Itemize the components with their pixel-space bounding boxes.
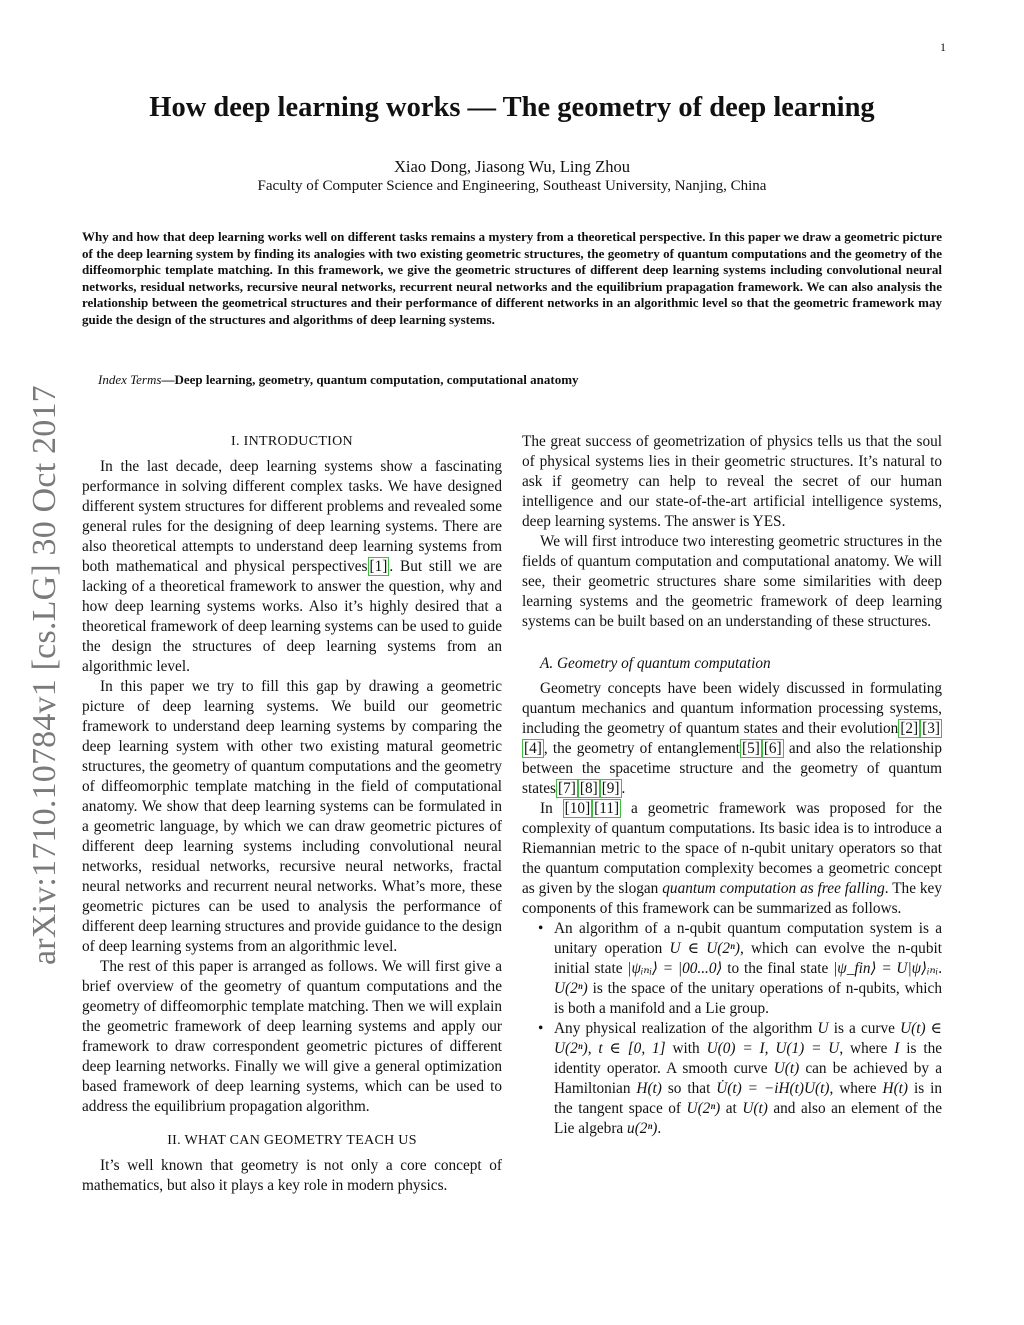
text: a geometric framework was proposed for the complexity of quantum computations. Its basic idea is to introduce a Riemannian metric to the space of n-qubit unitary operators so that the quantum computation complexity becomes a geometric concept as given by the slogan (522, 800, 942, 897)
citation-link[interactable]: [1] (369, 558, 388, 575)
math: U (817, 1020, 829, 1037)
math: U(0) = I, U(1) = U (706, 1040, 840, 1057)
text: . But still we are lacking of a theoretical framework to answer the question, why and how deep learning systems works. Also it’s highly desired that a theoretical framework of deep learning systems can be used to guide the design the structures of deep learning systems from an algorithmic level. (82, 558, 502, 675)
text: Geometry concepts have been widely discussed in formulating quantum mechanics and quantum information processing systems, including the geometry of quantum states and their evolution (522, 680, 942, 737)
text: is the identity operator. A smooth curve (554, 1040, 943, 1077)
math: |ψᵢₙᵢ⟩ = |00...0⟩ (627, 960, 723, 977)
geometry-paragraph-2: The great success of geometrization of physics tells us that the soul of physical systems lies in their geometric structures. It’s natural to ask if geometry can help to reveal the secret of our human intelligence and our state-of-the-art artificial intelligence systems, deep learning systems. The answer is YES. (522, 433, 942, 530)
math: I (894, 1040, 900, 1057)
text: . (621, 780, 626, 797)
text: In (540, 800, 563, 817)
intro-paragraph-3: The rest of this paper is arranged as follows. We will first give a brief overview of the geometry of quantum computations and the geometry of diffeomorphic template matching. Then we will explain the geometric framework of deep learning systems and apply our framework to draw correspondent geometric pictures of different deep learning networks. Finally we will give a general optimization based framework of deep learning systems, which can be used to address the equilibrium propagation algorithm. (82, 958, 502, 1115)
text: is a curve (828, 1020, 901, 1037)
section-number: I. I (231, 434, 249, 449)
abstract: Why and how that deep learning works well on different tasks remains a mystery from a theoretical perspective. In this paper we draw a geometric picture of the deep learning system by finding its analogies with two existing geometric structures, the geometry of quantum computations and the geometry of the diffeomorphic template matching. In this framework, we give the geometric structures of different deep learning systems including convolutional neural networks, residual networks, recursive neural networks, recurrent neural networks and the equilibrium prapagation framework. We can also analysis the relationship between the geometrical structures and their performance of different networks in an algorithmic level so that the geometric framework may guide the design of the structures and algorithms of deep learning systems. (82, 229, 942, 327)
affiliation: Faculty of Computer Science and Engineering, Southeast University, Nanjing, China (257, 178, 767, 194)
list-item (536, 919, 942, 1019)
math: U(t) ∈ U(2ⁿ), t ∈ [0, 1] (554, 1020, 942, 1057)
intro-paragraph-1 (82, 457, 502, 677)
math: u(2ⁿ) (627, 1120, 658, 1137)
text: , the geometry of entanglement (543, 740, 740, 757)
section-heading-geometry (82, 1131, 502, 1151)
bullet-icon: • (538, 1020, 544, 1037)
text: Any physical realization of the algorithm (554, 1020, 818, 1037)
citation-link[interactable]: [5] (741, 740, 760, 757)
text: , which can evolve the n-qubit initial state (554, 940, 942, 977)
index-terms-label: Index Terms (98, 372, 162, 387)
math: H(t) (636, 1080, 662, 1097)
text: , where (829, 1080, 883, 1097)
geometry-paragraph-1: It’s well known that geometry is not only a core concept of mathematics, but also it plays a key role in modern physics. (82, 1157, 502, 1194)
bullet-icon: • (538, 920, 544, 937)
paper-title: How deep learning works — The geometry of deep learning (149, 92, 875, 123)
text: is the space of the unitary operations of n-qubits, which is both a manifold and a Lie group. (554, 980, 942, 1017)
text: , where (839, 1040, 895, 1057)
text: . (938, 960, 943, 977)
quantum-paragraph-2 (522, 799, 942, 919)
text: . (657, 1120, 662, 1137)
math: H(t) (882, 1080, 909, 1097)
index-terms-text: —Deep learning, geometry, quantum computation, computational anatomy (161, 372, 579, 387)
math: |ψ_fin⟩ = U|ψ⟩ᵢₙᵢ (833, 960, 939, 977)
text: with (665, 1040, 707, 1057)
math: U(2ⁿ) (554, 980, 588, 997)
citation-link[interactable]: [7] (558, 780, 576, 797)
intro-paragraph-2: In this paper we try to fill this gap by drawing a geometric picture of deep learning systems. We build our geometric framework to understand deep learning systems by comparing the deep learning system with other two existing matural geometric structures, the geometry of quantum computations and the geometry of diffeomorphic template matching in the field of computational anatomy. We show that deep learning systems can be formulated in a geometric language, by which we can draw geometric pictures of different deep learning systems including convolutional neural networks, residual networks, recursive neural networks, fractal neural networks and recurrent neural networks. What’s more, these geometric pictures can be used to analysis the performance of different deep learning structures and provide guidance to the design of deep learning systems from an algorithmic level. (82, 678, 502, 955)
text: can be achieved by a Hamiltonian (554, 1060, 942, 1097)
left-column (82, 432, 502, 1196)
citation-link[interactable]: [6] (763, 740, 782, 757)
text: is in the tangent space of (554, 1080, 942, 1117)
section-title: HAT CAN GEOMETRY TEACH US (197, 1133, 417, 1148)
text: and also an element of the Lie algebra (554, 1100, 942, 1137)
section-title: NTRODUCTION (248, 434, 353, 449)
arxiv-stamp: arXiv:1710.10784v1 [cs.LG] 30 Oct 2017 (26, 385, 63, 965)
citation-link[interactable]: [4] (524, 740, 542, 757)
geometry-paragraph-3: We will first introduce two interesting geometric structures in the fields of quantum computation and computational anatomy. We will see, their geometric structures share some similarities with deep learning systems and the geometric framework of deep learning systems can be built based on an understanding of these structures. (522, 533, 942, 630)
text: at (720, 1100, 743, 1117)
text: An algorithm of a n-qubit quantum computation system is a unitary operation (554, 920, 942, 957)
slogan: quantum computation as free falling (662, 880, 885, 897)
citation-link[interactable]: [8] (579, 780, 598, 797)
quantum-paragraph-1 (522, 679, 942, 799)
math: U ∈ U(2ⁿ) (669, 940, 740, 957)
text: to the final state (722, 960, 834, 977)
authors: Xiao Dong, Jiasong Wu, Ling Zhou (394, 157, 630, 176)
math: U(t) (742, 1100, 768, 1117)
page-number: 1 (940, 40, 946, 54)
citation-link[interactable]: [10] (564, 800, 591, 817)
citation-link[interactable]: [3] (922, 720, 940, 737)
math: U(t) (773, 1060, 800, 1077)
right-column (522, 432, 942, 1139)
section-number: II. W (167, 1133, 198, 1148)
citation-link[interactable]: [2] (900, 720, 919, 737)
math: U(2ⁿ) (686, 1100, 721, 1117)
text: and also the relationship between the spacetime structure and the geometry of quantum states (522, 740, 942, 797)
subsection-heading-quantum: A. Geometry of quantum computation (540, 655, 771, 672)
index-terms (98, 372, 938, 388)
list-item (536, 1019, 942, 1139)
key-components-list (522, 919, 942, 1139)
citation-link[interactable]: [9] (601, 780, 620, 797)
citation-link[interactable]: [11] (594, 800, 620, 817)
section-heading-introduction (82, 432, 502, 452)
text: so that (661, 1080, 717, 1097)
math: U̇(t) = −iH(t)U(t) (716, 1080, 830, 1097)
text: In the last decade, deep learning systems show a fascinating performance in solving different complex tasks. We have designed different system structures for different problems and revealed some general rules for the designing of deep learning systems. There are also theoretical attempts to understand deep learning systems from both mathematical and physical perspectives (82, 458, 502, 575)
text: . The key components of this framework can be summarized as follows. (522, 880, 942, 917)
